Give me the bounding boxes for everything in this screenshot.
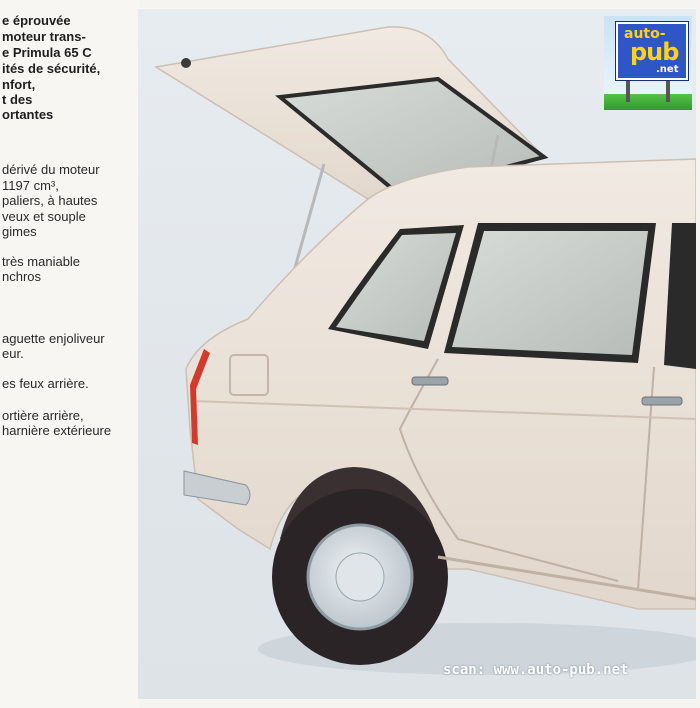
front-door-handle [642, 397, 682, 405]
feature-line: es feux arrière. [2, 376, 89, 391]
logo-text-auto: auto- [624, 26, 666, 42]
auto-pub-logo [604, 16, 692, 110]
feature-line: très maniable [2, 254, 81, 269]
feature-line: 1197 cm³, [2, 178, 59, 193]
intro-line: nfort, [2, 77, 36, 92]
logo-grass [604, 94, 692, 110]
feature-line: eur. [2, 346, 24, 361]
feature-line: dérivé du moteur [2, 162, 100, 177]
logo-text-net: .net [656, 64, 679, 75]
feature-line: aguette enjoliveur [2, 331, 105, 346]
feature-line: ortière arrière, [2, 408, 84, 423]
feature-line: harnière extérieure [2, 423, 112, 438]
logo-billboard [616, 22, 688, 80]
scan-watermark: scan: www.auto-pub.net [443, 662, 629, 678]
spec-text-column [0, 0, 140, 708]
rear-door-handle [412, 377, 448, 385]
intro-line: ortantes [2, 107, 54, 122]
rear-door-window [452, 231, 648, 355]
feature-line: gimes [2, 224, 37, 239]
car-illustration [138, 9, 696, 699]
feature-line: paliers, à hautes [2, 193, 98, 208]
tailgate-lock [181, 58, 191, 68]
feature-line: veux et souple [2, 209, 86, 224]
car-photo [138, 9, 696, 699]
wheel-center [336, 553, 384, 601]
logo-text-pub: pub [630, 38, 679, 66]
feature-line: nchros [2, 269, 42, 284]
intro-line: e éprouvée [2, 13, 71, 28]
intro-line: moteur trans- [2, 29, 86, 44]
intro-line: t des [2, 92, 33, 107]
intro-line: ités de sécurité, [2, 61, 101, 76]
intro-line: e Primula 65 C [2, 45, 92, 60]
